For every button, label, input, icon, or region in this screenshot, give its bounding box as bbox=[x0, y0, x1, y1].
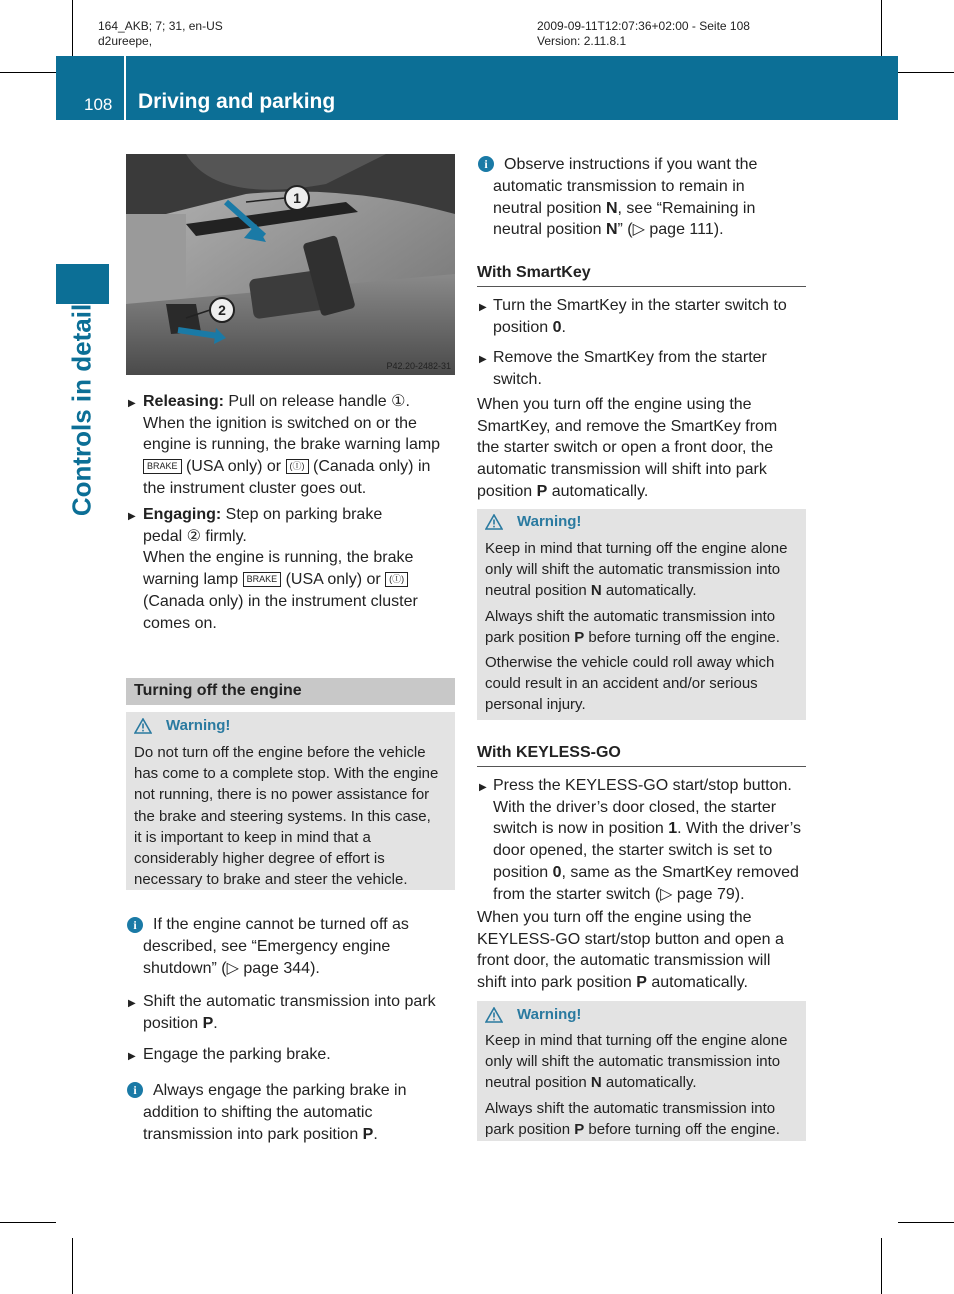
engaging-block bbox=[143, 504, 463, 634]
keyless-go-rule bbox=[477, 766, 806, 767]
kg-b-line5 bbox=[493, 862, 813, 884]
kg3b: 1 bbox=[668, 820, 678, 838]
w1l3a: neutral position bbox=[485, 582, 591, 600]
engaging-line5: (Canada only) in the instrument cluster bbox=[143, 592, 418, 610]
arrow-bullet-icon: ▶ bbox=[479, 782, 487, 793]
crop-mark bbox=[0, 1222, 56, 1223]
smartkey-heading: With SmartKey bbox=[477, 264, 591, 281]
info-neutral-line2: automatic transmission to remain in bbox=[493, 178, 745, 195]
warning-title-right-2: Warning! bbox=[517, 1006, 582, 1023]
kg-b-line6: from the starter switch (▷ page 79). bbox=[493, 885, 745, 903]
w1-line6: Otherwise the vehicle could roll away which bbox=[485, 654, 775, 672]
brake-lamp-icon: BRAKE bbox=[143, 459, 182, 474]
engaging-line4 bbox=[143, 569, 463, 591]
warning-line: has come to a complete stop. With the engine bbox=[134, 765, 439, 783]
kg5a: position bbox=[493, 863, 553, 881]
sk1b: 0 bbox=[552, 318, 562, 336]
warning-line: it is important to keep in mind that a bbox=[134, 828, 371, 846]
arrow-bullet-icon: ▶ bbox=[479, 354, 487, 365]
section-title: Driving and parking bbox=[138, 90, 336, 113]
engaging-line6: comes on. bbox=[143, 614, 217, 632]
callout-2: 2 bbox=[218, 302, 226, 318]
releasing-line4 bbox=[143, 456, 463, 478]
w1-line3 bbox=[485, 580, 805, 601]
skp5c: automatically. bbox=[547, 482, 649, 500]
sk-b2-line1: Remove the SmartKey from the starter bbox=[493, 349, 767, 366]
w1-line8: personal injury. bbox=[485, 696, 586, 714]
info2-line3 bbox=[143, 1124, 453, 1146]
smartkey-rule bbox=[477, 286, 806, 287]
w1-line5 bbox=[485, 627, 805, 648]
crop-mark bbox=[0, 72, 56, 73]
brake-lamp-icon: BRAKE bbox=[243, 572, 282, 587]
releasing-line2: When the ignition is switched on or the bbox=[143, 414, 417, 432]
w2-line3 bbox=[485, 1072, 805, 1093]
kg5c: , same as the SmartKey removed bbox=[561, 863, 799, 881]
w2l5a: park position bbox=[485, 1120, 575, 1138]
kgp4c: automatically. bbox=[646, 974, 748, 992]
keyless-go-heading: With KEYLESS-GO bbox=[477, 744, 621, 761]
engaging-line3: When the engine is running, the brake bbox=[143, 549, 414, 567]
smartkey-paragraph bbox=[477, 394, 806, 503]
w1l5c: before turning off the engine. bbox=[584, 628, 780, 646]
w2-line4: Always shift the automatic transmission into bbox=[485, 1099, 776, 1117]
kg-p-line2: KEYLESS-GO start/stop button and open a bbox=[477, 930, 784, 948]
kg-p-line1: When you turn off the engine using the bbox=[477, 909, 752, 926]
kgp4a: shift into park position bbox=[477, 974, 637, 992]
w1-line2: only will shift the automatic transmission into bbox=[485, 561, 781, 579]
w1-line4: Always shift the automatic transmission into bbox=[485, 607, 776, 625]
callout-1: 1 bbox=[293, 190, 301, 206]
warning-line: the brake and steering systems. In this case, bbox=[134, 807, 431, 825]
engaging-line2: pedal ② firmly. bbox=[143, 527, 247, 545]
arrow-bullet-icon: ▶ bbox=[128, 398, 136, 409]
warning-text-left bbox=[134, 742, 454, 890]
crop-mark bbox=[898, 72, 954, 73]
engaging-text: Step on parking brake bbox=[221, 506, 383, 523]
releasing-canada: (Canada only) in bbox=[308, 458, 431, 476]
info-neutral-line1: Observe instructions if you want the bbox=[504, 156, 758, 173]
engaging-usa: (USA only) or bbox=[281, 571, 386, 589]
info-always-engage-cont bbox=[143, 1102, 453, 1145]
info2-dot: . bbox=[373, 1125, 378, 1143]
warning-line: considerably higher degree of effort is bbox=[134, 850, 385, 868]
kgp4b: P bbox=[636, 974, 647, 992]
sk-p-line4: automatic transmission will shift into park bbox=[477, 461, 767, 479]
warning-title-left: Warning! bbox=[166, 717, 231, 734]
sk-b1-line1: Turn the SmartKey in the starter switch to bbox=[493, 297, 787, 314]
header-divider bbox=[124, 56, 126, 120]
sk-p-line3: the starter switch or open a front door, the bbox=[477, 439, 774, 457]
w1-line1: Keep in mind that turning off the engine alone bbox=[485, 540, 788, 557]
arrow-bullet-icon: ▶ bbox=[479, 302, 487, 313]
parking-brake-figure bbox=[126, 154, 455, 375]
engaging-label: Engaging: bbox=[143, 506, 222, 523]
releasing-line5: the instrument cluster goes out. bbox=[143, 479, 367, 497]
warning-text-right-1 bbox=[485, 538, 805, 716]
figure-code: P42.20-2482-31 bbox=[386, 361, 451, 371]
info2-line2: addition to shifting the automatic bbox=[143, 1104, 373, 1121]
releasing-usa: (USA only) or bbox=[181, 458, 286, 476]
info2-p: P bbox=[362, 1125, 374, 1143]
side-tab bbox=[56, 264, 109, 304]
info-neutral-line4 bbox=[493, 219, 803, 241]
canada-brake-lamp-icon: (Ⓘ) bbox=[286, 459, 309, 474]
shift-dot: . bbox=[213, 1014, 218, 1032]
info-neutral bbox=[504, 154, 804, 176]
w1-line7: could result in an accident and/or serious bbox=[485, 675, 758, 693]
smartkey-bullet-turn bbox=[493, 295, 813, 338]
page-number: 108 bbox=[84, 95, 113, 114]
sk-p-line5 bbox=[477, 481, 806, 503]
keyless-go-bullet bbox=[493, 775, 813, 905]
crop-mark bbox=[72, 1238, 73, 1294]
info-icon: i bbox=[478, 156, 494, 172]
w1l5b: P bbox=[574, 628, 585, 646]
info-icon: i bbox=[127, 917, 143, 933]
kg3a: switch is now in position bbox=[493, 820, 669, 838]
w1l3b: N bbox=[590, 582, 602, 600]
in3b: N bbox=[605, 199, 618, 217]
info-neutral-line3 bbox=[493, 198, 803, 220]
meta-left-line1: 164_AKB; 7; 31, en-US bbox=[98, 19, 223, 33]
w2l3a: neutral position bbox=[485, 1074, 591, 1092]
sk-b1-line2 bbox=[493, 317, 813, 339]
shift-line2 bbox=[143, 1013, 463, 1035]
warning-line: necessary to brake and steer the vehicle. bbox=[134, 871, 408, 889]
bullet-shift-park bbox=[143, 991, 463, 1034]
arrow-bullet-icon: ▶ bbox=[128, 511, 136, 522]
turning-off-heading: Turning off the engine bbox=[134, 682, 302, 699]
releasing-line3: engine is running, the brake warning lamp bbox=[143, 436, 441, 454]
warning-line: Do not turn off the engine before the vehicle bbox=[134, 744, 426, 761]
kg-p-line3: front door, the automatic transmission will bbox=[477, 952, 771, 970]
info-neutral-cont bbox=[493, 176, 803, 241]
releasing-block bbox=[143, 391, 463, 500]
sk-p-line1: When you turn off the engine using the bbox=[477, 396, 752, 413]
warning-triangle-icon bbox=[485, 1007, 503, 1023]
sk1c: . bbox=[561, 318, 566, 336]
canada-brake-lamp-icon: (Ⓘ) bbox=[385, 572, 408, 587]
smartkey-bullet-remove bbox=[493, 347, 813, 390]
meta-right bbox=[537, 19, 750, 49]
sk1a: position bbox=[493, 318, 553, 336]
info-emergency bbox=[153, 914, 453, 936]
sk-p-line2: SmartKey, and remove the SmartKey from bbox=[477, 417, 778, 435]
w2l3c: automatically. bbox=[601, 1074, 697, 1092]
warning-triangle-icon bbox=[485, 514, 503, 530]
kg-b-line1: Press the KEYLESS-GO start/stop button. bbox=[493, 777, 792, 794]
info-line: If the engine cannot be turned off as bbox=[153, 916, 409, 933]
in3c: , see “Remaining in bbox=[617, 199, 756, 217]
info-emergency-cont bbox=[143, 936, 453, 979]
sk-b2-line2: switch. bbox=[493, 370, 542, 388]
w2-line2: only will shift the automatic transmission into bbox=[485, 1053, 781, 1071]
meta-right-line2: Version: 2.11.8.1 bbox=[537, 34, 627, 48]
kg-b-line3 bbox=[493, 818, 813, 840]
kg-b-line4: door opened, the starter switch is set to bbox=[493, 842, 773, 860]
releasing-label: Releasing: bbox=[143, 393, 224, 410]
w2l5c: before turning off the engine. bbox=[584, 1120, 780, 1138]
warning-line: not running, there is no power assistance for bbox=[134, 786, 430, 804]
in4c: ” (▷ page 111). bbox=[617, 221, 724, 239]
shift-p: P bbox=[202, 1014, 214, 1032]
arrow-bullet-icon: ▶ bbox=[128, 998, 136, 1009]
info2-line1: Always engage the parking brake in bbox=[153, 1082, 407, 1099]
bullet-engage-brake: Engage the parking brake. bbox=[143, 1046, 331, 1063]
side-label: Controls in detail bbox=[66, 303, 97, 517]
keyless-go-paragraph bbox=[477, 907, 806, 994]
info-icon: i bbox=[127, 1082, 143, 1098]
info2-line3a: transmission into park position bbox=[143, 1125, 363, 1143]
skp5b: P bbox=[536, 482, 548, 500]
meta-left bbox=[98, 19, 223, 49]
w1l3c: automatically. bbox=[601, 582, 697, 600]
shift-line1: Shift the automatic transmission into park bbox=[143, 993, 436, 1010]
shift-position: position bbox=[143, 1014, 203, 1032]
warning-triangle-icon bbox=[134, 718, 152, 734]
parking-brake-illustration bbox=[126, 154, 455, 375]
releasing-line1 bbox=[143, 391, 463, 413]
warning-text-right-2 bbox=[485, 1030, 805, 1140]
info-line: shutdown” (▷ page 344). bbox=[143, 959, 320, 977]
arrow-bullet-icon: ▶ bbox=[128, 1051, 136, 1062]
w2l3b: N bbox=[590, 1074, 602, 1092]
engaging-lamp-text: warning lamp bbox=[143, 571, 243, 589]
w1l5a: park position bbox=[485, 628, 575, 646]
kg-b-line2: With the driver’s door closed, the starter bbox=[493, 798, 777, 816]
crop-mark bbox=[881, 0, 882, 56]
crop-mark bbox=[898, 1222, 954, 1223]
info-always-engage bbox=[153, 1080, 453, 1102]
in3a: neutral position bbox=[493, 199, 606, 217]
crop-mark bbox=[72, 0, 73, 56]
releasing-text: Pull on release handle ①. bbox=[223, 393, 410, 410]
in4b: N bbox=[605, 221, 618, 239]
info-line: described, see “Emergency engine bbox=[143, 938, 391, 955]
engaging-line1 bbox=[143, 504, 463, 526]
kg3c: . With the driver’s bbox=[677, 820, 801, 838]
w2-line5 bbox=[485, 1119, 805, 1140]
kg5b: 0 bbox=[552, 863, 562, 881]
in4a: neutral position bbox=[493, 221, 606, 239]
skp5a: position bbox=[477, 482, 537, 500]
warning-title-right-1: Warning! bbox=[517, 513, 582, 530]
meta-right-line1: 2009-09-11T12:07:36+02:00 - Seite 108 bbox=[537, 19, 750, 33]
meta-left-line2: d2ureepe, bbox=[98, 34, 153, 48]
crop-mark bbox=[881, 1238, 882, 1294]
w2-line1: Keep in mind that turning off the engine alone bbox=[485, 1032, 788, 1049]
kg-p-line4 bbox=[477, 972, 806, 994]
w2l5b: P bbox=[574, 1120, 585, 1138]
